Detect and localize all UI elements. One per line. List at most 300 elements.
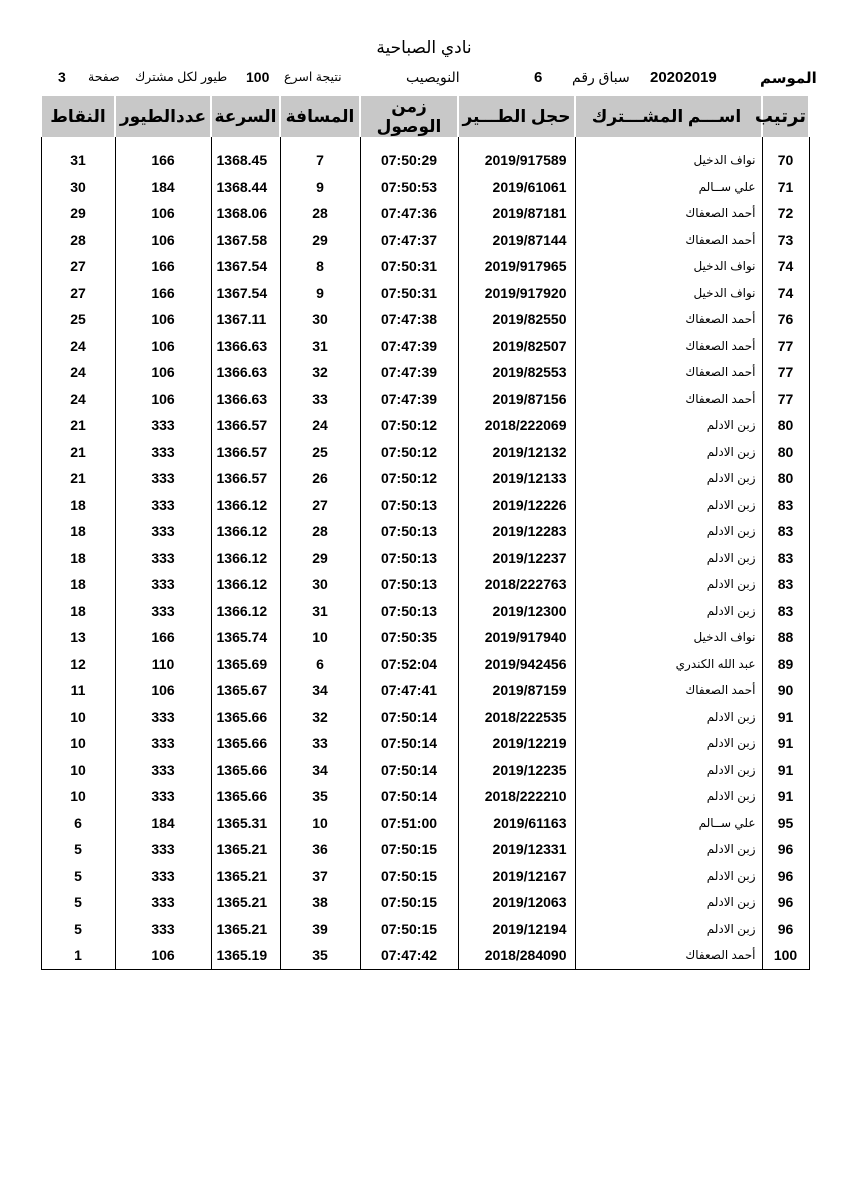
cell-speed: 1365.66 [211,704,280,731]
table-row [41,227,809,254]
cell-ring: 2019/61163 [458,810,575,837]
cell-rank: 96 [762,863,809,890]
table-row [41,810,809,837]
race-location: النويصيب [406,69,460,85]
cell-distance: 27 [280,492,360,519]
cell-ring: 2019/917589 [458,147,575,174]
cell-distance: 6 [280,651,360,678]
cell-distance: 25 [280,439,360,466]
cell-rank: 71 [762,174,809,201]
cell-points: 5 [41,863,115,890]
cell-birds: 166 [115,253,211,280]
cell-points: 10 [41,757,115,784]
cell-arrival: 07:50:15 [360,836,458,863]
cell-points: 25 [41,306,115,333]
cell-birds: 333 [115,439,211,466]
cell-points: 24 [41,386,115,413]
cell-points: 18 [41,571,115,598]
cell-ring: 2019/87159 [458,677,575,704]
cell-ring: 2019/87144 [458,227,575,254]
cell-points: 27 [41,280,115,307]
cell-distance: 29 [280,545,360,572]
cell-arrival: 07:47:39 [360,386,458,413]
cell-distance: 29 [280,227,360,254]
cell-rank: 77 [762,386,809,413]
cell-speed: 1365.66 [211,783,280,810]
cell-participant: زبن الادلم [575,412,762,439]
cell-participant: أحمد الصعفاك [575,200,762,227]
cell-participant: علي ســالم [575,810,762,837]
cell-speed: 1365.21 [211,916,280,943]
cell-speed: 1367.54 [211,253,280,280]
cell-speed: 1368.06 [211,200,280,227]
cell-rank: 83 [762,598,809,625]
table-row [41,492,809,519]
header-participant: اســـم المشـــترك [575,96,762,137]
cell-ring: 2019/12167 [458,863,575,890]
table-row [41,598,809,625]
cell-points: 31 [41,147,115,174]
cell-participant: زبن الادلم [575,783,762,810]
cell-arrival: 07:47:42 [360,942,458,969]
cell-participant: زبن الادلم [575,836,762,863]
cell-speed: 1366.63 [211,386,280,413]
cell-ring: 2019/82550 [458,306,575,333]
cell-distance: 32 [280,359,360,386]
cell-distance: 37 [280,863,360,890]
result-label: نتيجة اسرع [284,70,342,84]
cell-speed: 1366.12 [211,518,280,545]
cell-ring: 2019/61061 [458,174,575,201]
results-table [40,96,810,970]
cell-participant: نواف الدخيل [575,280,762,307]
cell-points: 5 [41,916,115,943]
table-row [41,306,809,333]
table-row [41,704,809,731]
cell-ring: 2019/12194 [458,916,575,943]
table-row [41,412,809,439]
cell-points: 1 [41,942,115,969]
cell-birds: 333 [115,704,211,731]
table-header-row [41,96,809,137]
cell-distance: 34 [280,757,360,784]
cell-rank: 80 [762,412,809,439]
cell-ring: 2018/284090 [458,942,575,969]
cell-speed: 1367.58 [211,227,280,254]
cell-speed: 1366.63 [211,333,280,360]
cell-arrival: 07:47:39 [360,359,458,386]
cell-ring: 2019/12133 [458,465,575,492]
cell-ring: 2019/917940 [458,624,575,651]
cell-ring: 2019/917965 [458,253,575,280]
cell-rank: 83 [762,545,809,572]
table-row [41,730,809,757]
race-value: 6 [534,69,543,86]
cell-points: 29 [41,200,115,227]
cell-birds: 333 [115,571,211,598]
table-row [41,465,809,492]
cell-participant: علي ســالم [575,174,762,201]
cell-ring: 2019/12235 [458,757,575,784]
cell-arrival: 07:50:13 [360,518,458,545]
cell-rank: 96 [762,836,809,863]
cell-arrival: 07:50:14 [360,730,458,757]
cell-speed: 1366.12 [211,571,280,598]
cell-distance: 26 [280,465,360,492]
cell-arrival: 07:50:14 [360,757,458,784]
cell-participant: زبن الادلم [575,916,762,943]
header-rank: ترتيب [762,96,809,137]
cell-participant: أحمد الصعفاك [575,677,762,704]
cell-distance: 30 [280,571,360,598]
cell-speed: 1366.57 [211,412,280,439]
table-row [41,677,809,704]
cell-participant: نواف الدخيل [575,147,762,174]
cell-distance: 33 [280,386,360,413]
cell-birds: 110 [115,651,211,678]
cell-rank: 96 [762,889,809,916]
table-row [41,942,809,969]
cell-points: 28 [41,227,115,254]
cell-arrival: 07:47:41 [360,677,458,704]
cell-points: 18 [41,598,115,625]
cell-arrival: 07:50:13 [360,545,458,572]
cell-birds: 106 [115,359,211,386]
table-row [41,757,809,784]
cell-participant: زبن الادلم [575,571,762,598]
cell-distance: 10 [280,624,360,651]
table-row [41,624,809,651]
cell-birds: 184 [115,174,211,201]
cell-ring: 2019/12300 [458,598,575,625]
cell-ring: 2019/82553 [458,359,575,386]
page-label: صفحة [88,70,120,84]
cell-birds: 184 [115,810,211,837]
cell-birds: 333 [115,518,211,545]
cell-distance: 36 [280,836,360,863]
cell-speed: 1368.45 [211,147,280,174]
cell-rank: 100 [762,942,809,969]
cell-arrival: 07:50:15 [360,863,458,890]
cell-points: 10 [41,730,115,757]
cell-ring: 2019/12226 [458,492,575,519]
table-row [41,439,809,466]
cell-ring: 2019/87181 [458,200,575,227]
cell-speed: 1368.44 [211,174,280,201]
cell-arrival: 07:50:31 [360,253,458,280]
header-speed: السرعة [211,96,280,137]
cell-speed: 1366.12 [211,598,280,625]
cell-ring: 2019/12219 [458,730,575,757]
cell-points: 18 [41,518,115,545]
cell-distance: 28 [280,200,360,227]
cell-arrival: 07:52:04 [360,651,458,678]
cell-birds: 333 [115,598,211,625]
cell-speed: 1365.21 [211,889,280,916]
cell-birds: 106 [115,227,211,254]
cell-arrival: 07:50:31 [360,280,458,307]
table-row [41,359,809,386]
table-row [41,889,809,916]
cell-ring: 2019/12331 [458,836,575,863]
cell-participant: أحمد الصعفاك [575,333,762,360]
cell-distance: 38 [280,889,360,916]
cell-arrival: 07:47:37 [360,227,458,254]
cell-birds: 333 [115,863,211,890]
cell-speed: 1366.12 [211,545,280,572]
cell-distance: 35 [280,783,360,810]
table-row [41,333,809,360]
cell-distance: 35 [280,942,360,969]
cell-points: 24 [41,359,115,386]
cell-distance: 31 [280,598,360,625]
cell-speed: 1366.57 [211,465,280,492]
cell-birds: 106 [115,386,211,413]
cell-ring: 2018/222535 [458,704,575,731]
cell-points: 27 [41,253,115,280]
header-birds: عددالطيور [115,96,211,137]
cell-arrival: 07:50:14 [360,783,458,810]
cell-birds: 333 [115,412,211,439]
cell-rank: 76 [762,306,809,333]
cell-birds: 333 [115,783,211,810]
cell-birds: 106 [115,200,211,227]
cell-distance: 9 [280,174,360,201]
header-points: النقاط [41,96,115,137]
cell-distance: 7 [280,147,360,174]
cell-arrival: 07:50:13 [360,571,458,598]
cell-participant: زبن الادلم [575,465,762,492]
cell-participant: أحمد الصعفاك [575,942,762,969]
cell-distance: 10 [280,810,360,837]
cell-birds: 333 [115,545,211,572]
header-ring: حجل الطـــير [458,96,575,137]
cell-speed: 1365.74 [211,624,280,651]
season-value: 20202019 [650,69,717,86]
cell-birds: 333 [115,836,211,863]
cell-speed: 1366.12 [211,492,280,519]
per-member-label: طيور لكل مشترك [135,70,228,84]
table-row [41,147,809,174]
table-row [41,280,809,307]
table-row [41,916,809,943]
cell-points: 5 [41,836,115,863]
cell-speed: 1365.66 [211,757,280,784]
cell-rank: 91 [762,783,809,810]
cell-rank: 91 [762,704,809,731]
cell-distance: 28 [280,518,360,545]
cell-arrival: 07:50:13 [360,598,458,625]
table-row [41,386,809,413]
cell-participant: زبن الادلم [575,704,762,731]
cell-arrival: 07:50:15 [360,916,458,943]
table-row [41,863,809,890]
cell-birds: 106 [115,333,211,360]
cell-birds: 333 [115,916,211,943]
cell-rank: 72 [762,200,809,227]
cell-arrival: 07:50:13 [360,492,458,519]
cell-speed: 1365.19 [211,942,280,969]
cell-participant: نواف الدخيل [575,253,762,280]
cell-speed: 1366.63 [211,359,280,386]
race-info-line [46,69,817,91]
cell-arrival: 07:50:15 [360,889,458,916]
cell-points: 18 [41,545,115,572]
cell-points: 21 [41,439,115,466]
cell-ring: 2019/12132 [458,439,575,466]
cell-rank: 83 [762,571,809,598]
cell-distance: 32 [280,704,360,731]
cell-ring: 2019/12237 [458,545,575,572]
cell-ring: 2019/12283 [458,518,575,545]
header-distance: المسافة [280,96,360,137]
cell-birds: 333 [115,889,211,916]
cell-points: 21 [41,465,115,492]
cell-participant: زبن الادلم [575,518,762,545]
cell-ring: 2019/942456 [458,651,575,678]
cell-distance: 24 [280,412,360,439]
cell-birds: 106 [115,677,211,704]
cell-rank: 80 [762,439,809,466]
cell-participant: أحمد الصعفاك [575,386,762,413]
cell-rank: 91 [762,730,809,757]
cell-speed: 1367.11 [211,306,280,333]
cell-arrival: 07:47:36 [360,200,458,227]
cell-participant: أحمد الصعفاك [575,359,762,386]
season-label: الموسم [760,70,817,87]
cell-rank: 89 [762,651,809,678]
cell-participant: زبن الادلم [575,757,762,784]
table-row [41,651,809,678]
cell-rank: 74 [762,253,809,280]
cell-distance: 31 [280,333,360,360]
cell-rank: 90 [762,677,809,704]
table-spacer-row [41,137,809,147]
cell-arrival: 07:50:12 [360,439,458,466]
cell-speed: 1367.54 [211,280,280,307]
cell-rank: 74 [762,280,809,307]
cell-arrival: 07:50:53 [360,174,458,201]
cell-participant: زبن الادلم [575,439,762,466]
cell-speed: 1365.66 [211,730,280,757]
cell-birds: 106 [115,306,211,333]
table-row [41,518,809,545]
cell-rank: 77 [762,359,809,386]
table-row [41,200,809,227]
cell-ring: 2018/222069 [458,412,575,439]
cell-rank: 83 [762,518,809,545]
cell-distance: 9 [280,280,360,307]
cell-participant: نواف الدخيل [575,624,762,651]
cell-rank: 73 [762,227,809,254]
cell-points: 11 [41,677,115,704]
cell-birds: 106 [115,942,211,969]
cell-arrival: 07:47:39 [360,333,458,360]
table-row [41,253,809,280]
cell-birds: 166 [115,624,211,651]
cell-arrival: 07:50:14 [360,704,458,731]
cell-rank: 88 [762,624,809,651]
cell-speed: 1365.67 [211,677,280,704]
cell-distance: 30 [280,306,360,333]
cell-birds: 333 [115,730,211,757]
cell-rank: 77 [762,333,809,360]
header-arrival: زمن الوصول [360,96,458,137]
cell-arrival: 07:50:12 [360,412,458,439]
cell-participant: زبن الادلم [575,492,762,519]
cell-arrival: 07:47:38 [360,306,458,333]
cell-birds: 333 [115,757,211,784]
cell-participant: زبن الادلم [575,598,762,625]
cell-points: 30 [41,174,115,201]
race-label: سباق رقم [572,69,630,85]
cell-distance: 33 [280,730,360,757]
cell-points: 24 [41,333,115,360]
cell-participant: أحمد الصعفاك [575,306,762,333]
result-value: 100 [246,69,270,85]
cell-ring: 2019/917920 [458,280,575,307]
cell-distance: 8 [280,253,360,280]
cell-points: 21 [41,412,115,439]
cell-points: 18 [41,492,115,519]
cell-participant: عبد الله الكندري [575,651,762,678]
cell-arrival: 07:50:35 [360,624,458,651]
table-row [41,836,809,863]
cell-distance: 39 [280,916,360,943]
cell-arrival: 07:51:00 [360,810,458,837]
cell-points: 10 [41,704,115,731]
cell-birds: 333 [115,465,211,492]
cell-arrival: 07:50:12 [360,465,458,492]
cell-participant: زبن الادلم [575,545,762,572]
cell-points: 5 [41,889,115,916]
page-number: 3 [58,69,66,85]
cell-distance: 34 [280,677,360,704]
table-row [41,571,809,598]
cell-birds: 333 [115,492,211,519]
cell-speed: 1365.21 [211,836,280,863]
cell-points: 6 [41,810,115,837]
cell-birds: 166 [115,280,211,307]
cell-ring: 2019/12063 [458,889,575,916]
cell-rank: 91 [762,757,809,784]
table-body [41,137,809,969]
cell-points: 12 [41,651,115,678]
cell-ring: 2019/87156 [458,386,575,413]
cell-participant: زبن الادلم [575,889,762,916]
table-row [41,545,809,572]
cell-rank: 70 [762,147,809,174]
cell-participant: أحمد الصعفاك [575,227,762,254]
cell-ring: 2019/82507 [458,333,575,360]
cell-arrival: 07:50:29 [360,147,458,174]
cell-rank: 80 [762,465,809,492]
table-row [41,174,809,201]
cell-speed: 1365.69 [211,651,280,678]
cell-ring: 2018/222210 [458,783,575,810]
cell-rank: 96 [762,916,809,943]
table-row [41,783,809,810]
cell-points: 10 [41,783,115,810]
cell-speed: 1366.57 [211,439,280,466]
cell-rank: 95 [762,810,809,837]
cell-participant: زبن الادلم [575,730,762,757]
cell-rank: 83 [762,492,809,519]
cell-points: 13 [41,624,115,651]
cell-birds: 166 [115,147,211,174]
club-title: نادي الصباحية [376,38,472,57]
cell-speed: 1365.21 [211,863,280,890]
